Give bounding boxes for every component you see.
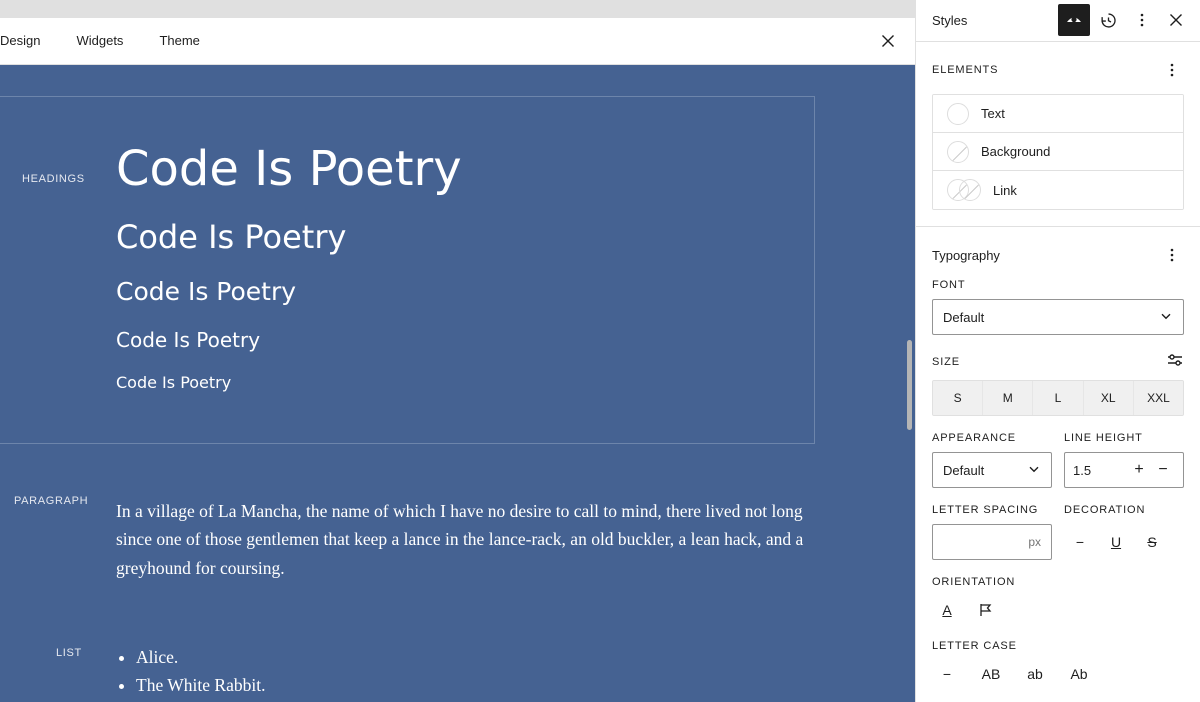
color-swatch-text-icon <box>947 103 969 125</box>
element-label: Background <box>981 144 1051 159</box>
element-label: Text <box>981 106 1005 121</box>
color-swatch-link-icon <box>947 179 981 201</box>
heading-h5: Code Is Poetry <box>116 372 232 392</box>
line-height-field <box>1064 432 1184 488</box>
headings-block[interactable] <box>0 96 815 444</box>
chevron-down-icon <box>1159 309 1173 326</box>
editor-top-strip <box>0 0 915 18</box>
letter-case-none-button[interactable]: − <box>942 666 952 682</box>
element-row-link[interactable] <box>933 171 1183 209</box>
close-icon[interactable] <box>1160 4 1192 36</box>
letter-case-lowercase-button[interactable]: ab <box>1027 666 1043 682</box>
heading-h1: Code Is Poetry <box>116 141 462 197</box>
size-custom-toggle-icon[interactable] <box>1166 351 1184 372</box>
list-item: • The White Rabbit. <box>136 671 265 699</box>
typography-panel-header <box>932 243 1184 267</box>
orientation-vertical-button[interactable] <box>970 596 1000 624</box>
page-title: Styles <box>932 12 968 28</box>
letter-case-capitalize-button[interactable]: Ab <box>1070 666 1088 682</box>
decoration-button-group <box>1064 524 1184 560</box>
orientation-horizontal-button[interactable]: A <box>942 602 952 618</box>
appearance-field <box>932 432 1052 488</box>
chevron-down-icon <box>1027 462 1041 479</box>
letter-spacing-unit: px <box>1028 535 1041 549</box>
line-height-increase-button[interactable]: + <box>1134 461 1144 478</box>
element-row-text[interactable] <box>933 95 1183 133</box>
editor-toolbar <box>0 18 915 65</box>
size-label <box>932 351 1184 372</box>
typography-panel <box>916 227 1200 702</box>
element-label: Link <box>993 182 1017 198</box>
letter-case-button-group <box>932 660 1184 688</box>
decoration-underline-button[interactable]: U <box>1110 534 1122 550</box>
letter-case-label-text: LETTER CASE <box>932 640 1017 652</box>
list-block <box>116 643 265 700</box>
headings-list <box>116 142 462 392</box>
elements-panel-title: ELEMENTS <box>932 64 999 76</box>
decoration-field <box>1064 504 1184 560</box>
appearance-lineheight-row <box>932 432 1184 488</box>
font-label <box>932 279 1184 291</box>
section-label-paragraph: PARAGRAPH <box>14 495 89 507</box>
letter-case-uppercase-button[interactable]: AB <box>981 666 1001 682</box>
line-height-label <box>1064 432 1184 444</box>
heading-h2: Code Is Poetry <box>116 218 347 257</box>
decoration-label <box>1064 504 1184 516</box>
letter-spacing-field <box>932 504 1052 560</box>
size-option-s[interactable]: S <box>933 381 983 415</box>
tab-widgets[interactable]: Widgets <box>76 33 124 48</box>
line-height-label-text: LINE HEIGHT <box>1064 432 1143 444</box>
letterspacing-decoration-row <box>932 504 1184 560</box>
appearance-label <box>932 432 1052 444</box>
heading-h3: Code Is Poetry <box>116 276 297 306</box>
size-option-xxl[interactable]: XXL <box>1134 381 1183 415</box>
decoration-label-text: DECORATION <box>1064 504 1146 516</box>
heading-h4: Code Is Poetry <box>116 327 261 352</box>
revisions-history-icon[interactable] <box>1092 4 1124 36</box>
line-height-stepper[interactable] <box>1064 452 1184 488</box>
more-options-icon[interactable] <box>1126 4 1158 36</box>
orientation-label <box>932 576 1184 588</box>
typography-more-options-icon[interactable] <box>1160 243 1184 267</box>
tab-design[interactable]: Design <box>0 33 41 48</box>
element-row-background[interactable] <box>933 133 1183 171</box>
close-icon[interactable] <box>873 26 903 56</box>
editor-scrollbar[interactable] <box>907 340 912 430</box>
list-item: • Alice. <box>136 643 265 671</box>
letter-spacing-label <box>932 504 1052 516</box>
elements-more-options-icon[interactable] <box>1160 58 1184 82</box>
size-segmented-control[interactable] <box>932 380 1184 416</box>
line-height-value[interactable]: 1.5 <box>1073 462 1092 478</box>
letter-spacing-label-text: LETTER SPACING <box>932 504 1039 516</box>
decoration-strikethrough-button[interactable]: S <box>1147 534 1157 550</box>
color-swatch-background-icon <box>947 141 969 163</box>
orientation-button-group <box>932 596 1184 624</box>
styles-preview-icon[interactable] <box>1058 4 1090 36</box>
size-option-m[interactable]: M <box>983 381 1033 415</box>
elements-panel-header <box>932 58 1184 82</box>
appearance-select[interactable] <box>932 452 1052 488</box>
elements-panel <box>916 42 1200 226</box>
section-label-list: LIST <box>56 647 82 659</box>
size-option-l[interactable]: L <box>1033 381 1083 415</box>
sidebar-header <box>916 0 1200 41</box>
section-label-headings: HEADINGS <box>22 173 85 185</box>
font-select-value: Default <box>943 309 985 325</box>
decoration-none-button[interactable]: − <box>1075 534 1085 550</box>
editor-frame <box>0 18 915 702</box>
elements-list <box>932 94 1184 210</box>
line-height-decrease-button[interactable]: − <box>1158 461 1168 478</box>
letter-spacing-input[interactable] <box>932 524 1052 560</box>
font-select[interactable] <box>932 299 1184 335</box>
styles-sidebar <box>915 0 1200 702</box>
appearance-label-text: APPEARANCE <box>932 432 1016 444</box>
size-option-xl[interactable]: XL <box>1084 381 1134 415</box>
orientation-label-text: ORIENTATION <box>932 576 1016 588</box>
typography-panel-title: Typography <box>932 247 1000 263</box>
letter-case-label <box>932 640 1184 652</box>
font-label-text: FONT <box>932 279 966 291</box>
tab-theme[interactable]: Theme <box>159 33 200 48</box>
paragraph-block: In a village of La Mancha, the name of which I have no desire to call to mind, there lived not long since one of those gentlemen that keep a lance in the lance-rack, an old buckler, a lean hack, and a greyhound for coursing. <box>116 501 804 578</box>
style-preview <box>0 65 915 702</box>
size-label-text: SIZE <box>932 355 960 368</box>
appearance-select-value: Default <box>943 462 985 478</box>
